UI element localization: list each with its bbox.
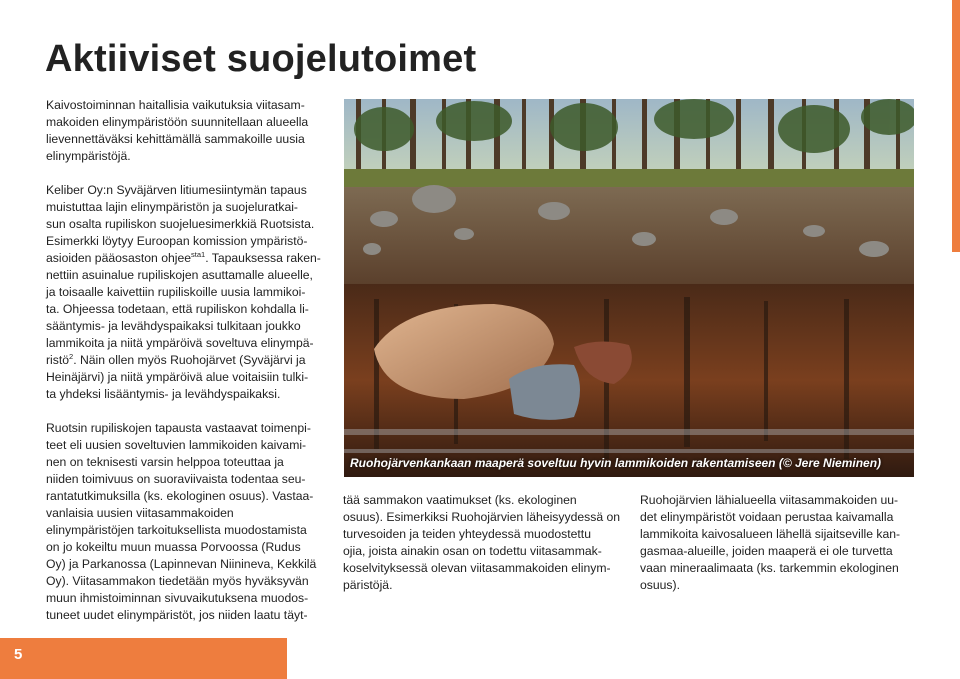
- text-column-3: [640, 492, 920, 594]
- pond-photo: [344, 99, 914, 477]
- page-title: Aktiiviset suojelutoimet: [45, 38, 477, 80]
- paragraph-sweden: Ruotsin rupiliskojen tapausta vastaavat toimenpi- teet eli uusien soveltuvien lammikoiden kaivami- nen on teknisesti varsin helppoa toteuttaa ja niiden toimivuus on suoraviivaista todentaa seu- rantatutkimuksilla (ks. ekologinen osuus). Vastaa- vanlaisia uusien viitasammakoiden elinympäristöjen tarkoituksellista muodostamista on jo kokeiltu muun muassa Porvoossa (Rudus Oy) ja Parkanossa (Lapinnevan Niinineva, Kekkilä Oy). Viitasammakon tiedetään myös hyväksyvän muun ihmistoiminnan sivuvaikutuksena muodos- tuneet uudet elinympäristöt, jos niiden laatu täyt-: [46, 421, 317, 622]
- paragraph-keliber: [46, 182, 321, 403]
- text-column-1: [46, 97, 321, 624]
- page-number: 5: [14, 646, 23, 663]
- footnote-ref: sta1: [191, 250, 206, 259]
- paragraph-text: . Tapauksessa raken- nettiin asuinalue rupiliskojen asuttamalle alueelle, ja toisaalle kaivettiin rupiliskoille uusia lammikoi- ta. Ohjeessa todetaan, että rupiliskon kohdalla li- sääntymis- ja levähdyspaikaksi tulkitaan joukko lammikoita ja niitä ympäröivä soveltuva elinympä- ristö: [46, 251, 321, 367]
- text-column-2: [343, 492, 628, 594]
- paragraph-text: . Näin ollen myös Ruohojärvet (Syväjärvi ja Heinäjärvi) ja niitä ympäröivä alue voitaisiin tulki- ta yhdeksi lisääntymis- ja levähdyspaikaksi.: [46, 353, 309, 401]
- footnote-ref: 2: [69, 352, 74, 361]
- photo-caption: Ruohojärvenkankaan maaperä soveltuu hyvin lammikoiden rakentamiseen (© Jere Nieminen): [350, 456, 882, 470]
- paragraph-intro: Kaivostoiminnan haitallisia vaikutuksia viitasam- makoiden elinympäristöön suunnitellaan alueella lievennettäväksi kehittämällä sammakoille uusia elinympäristöjä.: [46, 98, 309, 163]
- pond-photo-illustration: [344, 99, 914, 477]
- paragraph-ruohojarvet: Ruohojärvien lähialueella viitasammakoiden uu- det elinympäristöt voidaan perustaa kaivamalla lammikoita kaivosalueen lähellä sijaitseville kan- gasmaa-alueille, joiden maaperä ei ole turvetta vaan mineraalimaata (ks. tarkemmin ekologinen osuus).: [640, 493, 901, 592]
- accent-bar: [952, 0, 960, 252]
- page-number-tab: [0, 638, 287, 679]
- paragraph-text: Keliber Oy:n Syväjärven litiumesiintymän tapaus muistuttaa lajin elinympäristön ja suojeluratkai- sun osalta rupiliskon suojeluesimerkkiä Ruotsista. Esimerkki löytyy Euroopan komission ympäristö- asioiden pääosaston ohjee: [46, 183, 315, 265]
- paragraph-continued: tää sammakon vaatimukset (ks. ekologinen osuus). Esimerkiksi Ruohojärvien läheisyydessä on turvesoiden ja teiden yhteydessä muodostettu ojia, joista ainakin osan on todettu viitasammak- koselvityksessä olevan viitasammakoiden elinym- päristöjä.: [343, 493, 621, 592]
